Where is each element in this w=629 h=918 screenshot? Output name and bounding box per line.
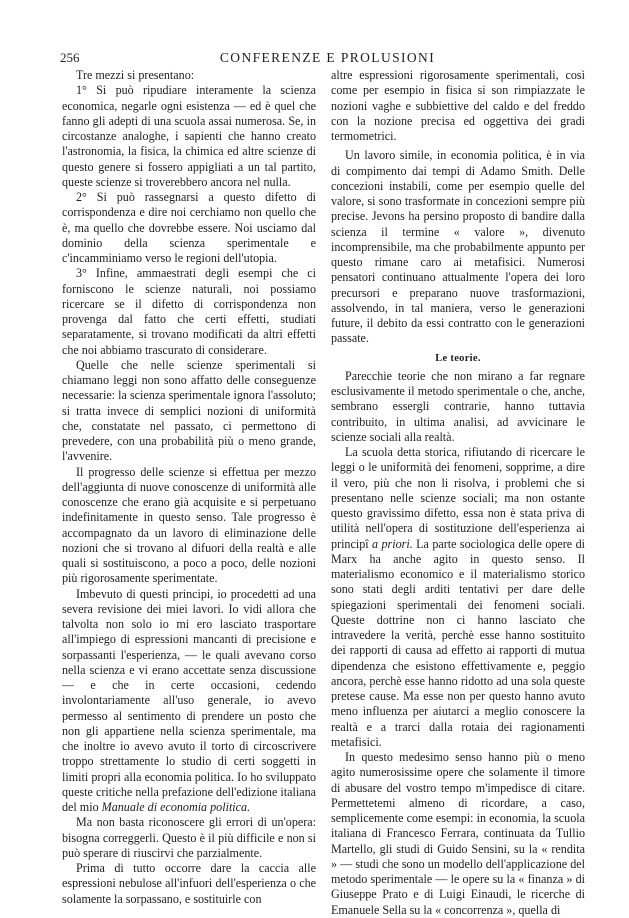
paragraph: Parecchie teorie che non mirano a far regnare esclusivamente il metodo sperimentale o che, anche, sembrano essergli contrarie, hanno tuttavia contribuito, in ultima analisi, ad avvicinare le scienze sociali alla realtà. (331, 368, 585, 444)
paragraph: Tre mezzi si presentano: (76, 68, 195, 82)
paragraph: Il progresso delle scienze si effettua per mezzo dell'aggiunta di nuove conoscenze di uniformità alle conoscenze che erano già acquisite e si perpetuano indefinitamente in questo senso. Tale progresso è accompagnato da un lavoro di eliminazione delle nozioni che si trovano al difuori della realtà e alle quali si sostituiscono, a poco a poco, delle nozioni più rigorosamente sperimentate. (62, 464, 316, 586)
paragraph (62, 587, 316, 816)
paragraph-text: La parte sociologica delle opere di Marx ha anche agito in questo senso. Il materialismo economico e il materialismo storico sono stati degli arditi tentativi per dare delle spiegazioni sperimentali dei fenomeni sociali. Queste dottrine non ci hanno lasciato che intravedere la verità, perchè esse hanno sostituito dei rapporti di causa ad effetto ai rapporti di mutua dipendenza che esistono effettivamente e, peggio ancora, perchè esse hanno ridotto ad una sola queste pretese cause. Ma esse non per questo hanno avuto meno influenza per aiutarci a meglio conoscere la realtà e a trarci dalla rotaia dei ragionamenti metafisici. (331, 536, 585, 749)
page-header (60, 50, 595, 68)
book-title: Manuale di economia politica. (101, 800, 251, 814)
paragraph: 2° Si può rassegnarsi a questo difetto di corrispondenza e dire noi cerchiamo non quello che è, ma quello che dovrebbe essere. Noi usciamo dal dominio della scienza sperimentale e c'incamminiamo verso le regioni dell'utopia. (62, 190, 316, 265)
paragraph: 1° Si può ripudiare interamente la scienza economica, negarle ogni esistenza — ed è quel che fanno gli adepti di una scuola assai numerosa. Se, in circostanze analoghe, i sapienti che hanno creato l'astronomia, la fisica, la chimica ed altre scienze di questo genere si fossero appigliati a un tal partito, queste scienze si troverebbero ancora nel nulla. (62, 83, 316, 189)
page-number: 256 (60, 50, 80, 65)
paragraph (331, 445, 585, 750)
paragraph: Quelle che nelle scienze sperimentali si chiamano leggi non sono affatto delle conseguenze necessarie: la scienza sperimentale ignora l'assoluto; si tratta invece di semplici nozioni di uniformità che, constatate nel passato, ci permettono di prevedere, con una probabilità più o meno grande, l'avvenire. (62, 357, 316, 464)
section-heading: Le teorie. (435, 352, 481, 364)
paragraph: Prima di tutto occorre dare la caccia alle espressioni nebulose all'infuori dell'esperienza o che solamente la sorpassano, e sostituirle con (62, 861, 316, 906)
paragraph: Un lavoro simile, in economia politica, è in via di compimento dai tempi di Adamo Smith. Delle concezioni instabili, come per esempio quelle del valore, si sono trasformate in concezioni sempre più precise. Jevons ha persino proposto di bandire dalla scienza il termine « valore », divenuto incomprensibile, ma che probabilmente appunto per questo rimane caro ai metafisici. Numerosi pensatori continuano attualmente l'opera dei loro precursori e preparano nuove trasformazioni, assolvendo, in tal maniera, verso le generazioni future, il debito da essi contratto con le generazioni passate. (331, 148, 585, 346)
paragraph: Ma non basta riconoscere gli errori di un'opera: bisogna correggerli. Questo è il più difficile e non si può sperare di riuscirvi che parzialmente. (62, 815, 316, 860)
paragraph: altre espressioni rigorosamente sperimentali, così come per esempio in fisica si son rimpiazzate le nozioni vaghe e subbiettive del caldo e del freddo con la nozione precisa ed oggettiva dei gradi termometrici. (331, 68, 585, 143)
right-column (331, 68, 585, 918)
running-title: CONFERENZE E PROLUSIONI (219, 50, 436, 65)
paragraph: In questo medesimo senso hanno più o meno agito numerosissime opere che solamente il timore di abusare del vostro tempo m'impedisce di citare. Permettetemi almeno di ricordare, a caso, semplicemente come esempi: in economia, la scuola italiana di Francesco Ferrara, continuata da Tullio Martello, gli studi di Guido Sensini, su la « rendita » — studi che sono un modello dell'applicazione del metodo sperimentale — le opere su la « finanza » di Giuseppe Prato e di Luigi Einaudi, le ricerche di Emanuele Sella su la « concorrenza », quella di (331, 750, 585, 917)
paragraph-text: La scuola detta storica, rifiutando di ricercare le leggi o le uniformità dei fenomeni, sopprime, a dire il vero, più che non li risolva, i problemi che si presentano nelle scienze sociali; ma non ostante questo gravissimo difetto, essa non è stata priva di utilità nell'opera di sostituzione dell'esperienza ai principî (331, 445, 585, 551)
paragraph: 3° Infine, ammaestrati degli esempi che ci forniscono le scienze naturali, noi possiamo ricercare se il difetto di corrispondenza non provenga dal fatto che certi effetti, studiati separatamente, si trovano modificati da altri effetti che noi abbiamo trascurato di considerare. (62, 266, 316, 357)
left-column (62, 68, 316, 907)
italic-phrase: a priori. (372, 536, 413, 551)
paragraph-text: Imbevuto di questi principi, io procedetti ad una severa revisione dei miei lavori. Io vidi allora che talvolta non solo io mi ero lasciato trasportare all'impiego di espressioni mancanti di precisione e sorpassanti l'esperienza, — le quali avevano corso nella scienza e vi erano accettate senza discussione — e che in certe occasioni, cedendo involontariamente all'uso generale, io avevo permesso al sentimento di prendere un posto che non gli appartiene nella scienza sperimentale, ma che inoltre io avevo avuto il torto di circoscrivere troppo strettamente lo studio di certi soggetti in limiti propri alla economia politica. Io ho sviluppato queste critiche nella prefazione dell'edizione italiana del mio (62, 586, 316, 814)
